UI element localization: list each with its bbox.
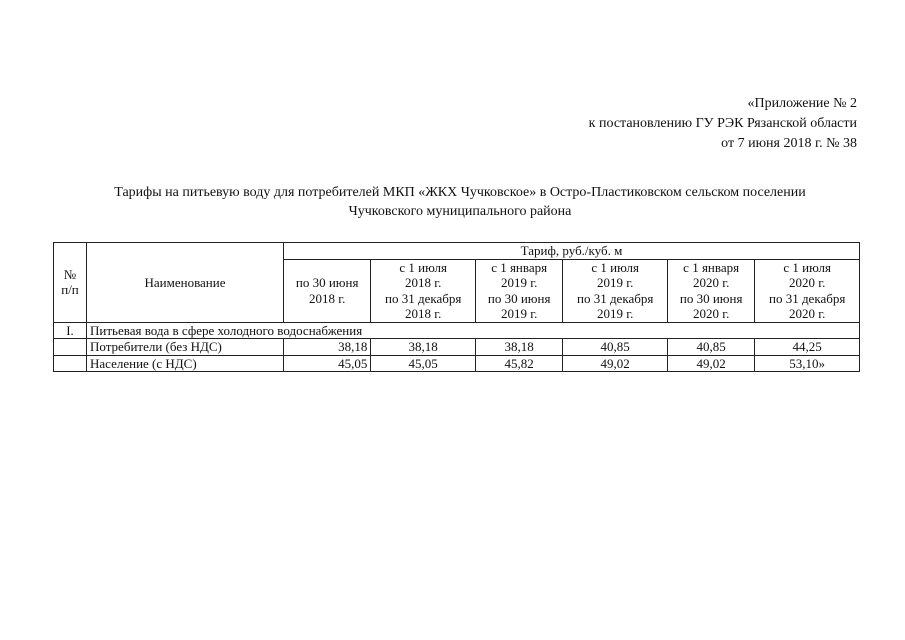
row-number [54, 339, 87, 356]
period-header-line: 2020 г. [788, 275, 826, 290]
period-header-line: 2019 г. [500, 275, 538, 290]
section-number: I. [54, 322, 87, 339]
num-header-line-2: п/п [61, 282, 79, 298]
period-header-line: 2019 г. [596, 306, 634, 321]
tariff-value: 49,02 [667, 355, 754, 372]
period-header-line: с 1 июля [399, 259, 447, 275]
period-header-line: 2020 г. [692, 306, 730, 321]
period-header-line: с 1 июля [783, 259, 831, 275]
period-header-line: 2018 г. [404, 306, 442, 321]
period-header-line: 2019 г. [596, 275, 634, 290]
header-row-1 [54, 243, 860, 260]
num-header-line-1: № [63, 266, 77, 282]
row-number [54, 355, 87, 372]
period-header-line: 2018 г. [308, 290, 346, 306]
tariff-value: 44,25 [755, 339, 860, 356]
name-column-header: Наименование [87, 243, 284, 323]
period-header-line: по 31 декабря [576, 290, 654, 306]
appendix-line-3: от 7 июня 2018 г. № 38 [721, 136, 857, 151]
tariff-table [53, 242, 860, 372]
document-title [60, 183, 860, 221]
period-header-line: 2020 г. [692, 275, 730, 290]
period-header [371, 259, 476, 322]
table-row [54, 355, 860, 372]
section-row [54, 322, 860, 339]
appendix-header [589, 94, 857, 154]
period-header-line: по 31 декабря [385, 290, 462, 306]
period-header-line: по 30 июня [487, 290, 551, 306]
title-line-1: Тарифы на питьевую воду для потребителей МКП «ЖКХ Чучковское» в Остро-Пластиковском сельском поселении [114, 185, 806, 200]
period-header [563, 259, 668, 322]
tariff-value: 38,18 [475, 339, 562, 356]
appendix-line-1: «Приложение № 2 [747, 96, 857, 111]
tariff-column-header: Тариф, руб./куб. м [284, 243, 860, 260]
tariff-value: 38,18 [284, 339, 371, 356]
tariff-value: 40,85 [667, 339, 754, 356]
period-header-line: с 1 июля [591, 259, 639, 275]
tariff-value: 53,10» [755, 355, 860, 372]
num-column-header [54, 243, 87, 323]
section-label: Питьевая вода в сфере холодного водоснабжения [87, 322, 860, 339]
row-name: Потребители (без НДС) [87, 339, 284, 356]
title-line-2: Чучковского муниципального района [348, 204, 572, 219]
tariff-value: 45,05 [371, 355, 476, 372]
period-header [755, 259, 860, 322]
appendix-line-2: к постановлению ГУ РЭК Рязанской области [588, 116, 857, 131]
period-header-line: с 1 января [491, 259, 548, 275]
period-header-line: с 1 января [683, 259, 740, 275]
period-header [667, 259, 754, 322]
period-header-line: 2020 г. [788, 306, 826, 321]
row-name: Население (с НДС) [87, 355, 284, 372]
period-header [284, 259, 371, 322]
period-header-line: 2018 г. [404, 275, 442, 290]
tariff-value: 49,02 [563, 355, 668, 372]
tariff-value: 45,05 [284, 355, 371, 372]
tariff-value: 38,18 [371, 339, 476, 356]
table-row [54, 339, 860, 356]
period-header-line: по 31 декабря [768, 290, 846, 306]
period-header [475, 259, 562, 322]
tariff-value: 45,82 [475, 355, 562, 372]
period-header-line: 2019 г. [500, 306, 538, 321]
period-header-line: по 30 июня [679, 290, 743, 306]
period-header-line: по 30 июня [295, 275, 359, 290]
tariff-value: 40,85 [563, 339, 668, 356]
